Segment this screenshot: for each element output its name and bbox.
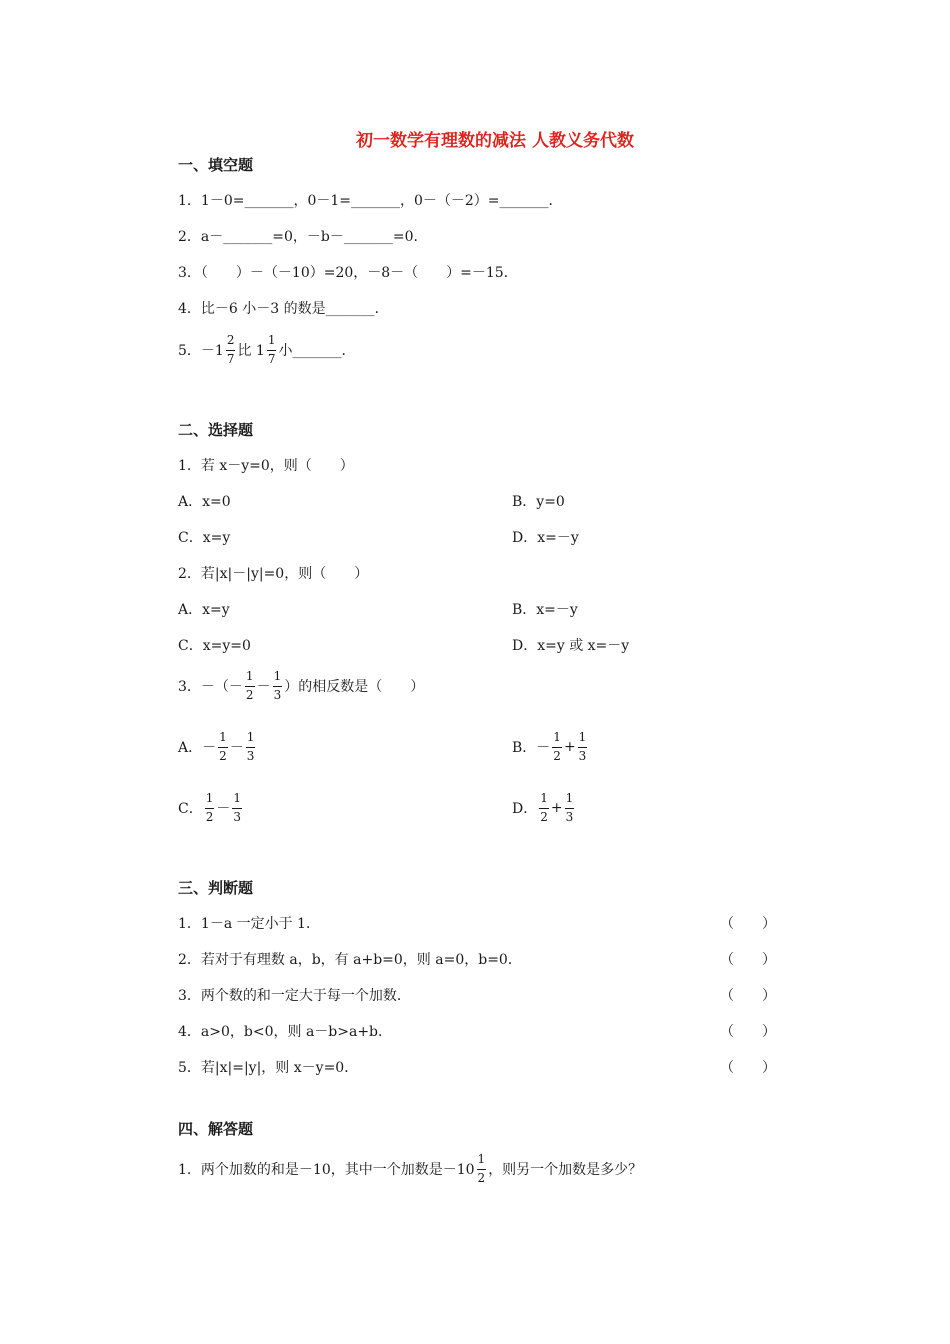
judge-answer-paren: （ ） (720, 988, 776, 1004)
fraction-numerator: 1 (273, 669, 282, 683)
fill-question-5 (178, 334, 355, 367)
fraction-denominator: 3 (565, 809, 574, 824)
fill-question-4: 4．比－6 小－3 的数是_______． (178, 301, 389, 317)
choice-q1-option-c: C．x=y (178, 530, 231, 546)
judge-answer-paren: （ ） (720, 916, 776, 932)
fraction-denominator: 3 (578, 748, 587, 763)
fraction (539, 792, 549, 825)
fill-q5-suffix: 小_______． (278, 343, 356, 360)
judge-question-5: 5．若|x|=|y|，则 x－y=0． (178, 1060, 359, 1076)
fill-question-2: 2．a－_______=0，－b－_______=0． (178, 229, 428, 245)
fraction (565, 792, 575, 825)
fraction (232, 792, 242, 825)
fraction-numerator: 1 (578, 730, 587, 744)
answer-q1-prefix: 1．两个加数的和是－10，其中一个加数是－10 (178, 1162, 475, 1179)
fraction-denominator: 3 (273, 687, 282, 702)
fraction (578, 731, 588, 764)
fraction-bar (218, 747, 228, 748)
choice-q3-option-b (512, 731, 589, 764)
fraction-denominator: 2 (553, 748, 561, 763)
fraction (477, 1153, 487, 1186)
fraction (246, 731, 256, 764)
choice-q2-option-a: A．x=y (178, 602, 230, 618)
option-label: C． (178, 801, 203, 818)
fraction-bar (226, 350, 236, 351)
judge-question-2: 2．若对于有理数 a，b，有 a+b=0，则 a=0，b=0． (178, 952, 522, 968)
fraction (267, 334, 277, 367)
choice-q2-option-b: B．x=－y (512, 602, 578, 618)
operator: + (563, 739, 576, 756)
choice-q2-option-c: C．x=y=0 (178, 638, 251, 654)
fraction (205, 792, 215, 825)
choice-question-2: 2．若|x|－|y|=0，则（ ） (178, 566, 369, 582)
fill-q5-prefix: 5．－1 (178, 343, 224, 360)
section-heading-fill: 一、填空题 (178, 156, 254, 174)
answer-question-1 (178, 1153, 642, 1186)
choice-q3-option-d (512, 792, 576, 825)
judge-answer-paren: （ ） (720, 1024, 776, 1040)
section-heading-answer: 四、解答题 (178, 1120, 254, 1138)
fraction (245, 670, 255, 703)
judge-answer-paren: （ ） (720, 1060, 776, 1076)
fraction-bar (477, 1169, 487, 1170)
fraction-bar (578, 747, 588, 748)
fill-question-3: 3．（ ）－（－10）=20，－8－（ ）=－15． (178, 265, 518, 281)
fraction-numerator: 1 (477, 1152, 486, 1166)
fraction-bar (273, 686, 283, 687)
fraction-bar (565, 808, 575, 809)
page-title: 初一数学有理数的减法 人教义务代数 (356, 131, 634, 151)
choice-q3-option-c (178, 792, 244, 825)
option-label: B．－ (512, 740, 551, 757)
fraction-numerator: 1 (233, 791, 241, 805)
fraction-denominator: 2 (245, 687, 254, 702)
fraction (226, 334, 236, 367)
option-label: A．－ (178, 740, 217, 757)
fraction-numerator: 1 (565, 791, 574, 805)
minus-sign: － (256, 679, 271, 696)
section-heading-judge: 三、判断题 (178, 879, 254, 897)
fraction (552, 731, 562, 764)
fraction-denominator: 7 (226, 351, 235, 366)
section-heading-choice: 二、选择题 (178, 421, 254, 439)
fraction-numerator: 1 (245, 669, 254, 683)
fraction (218, 731, 228, 764)
judge-answer-paren: （ ） (720, 952, 776, 968)
fraction-bar (539, 808, 549, 809)
fraction-bar (552, 747, 562, 748)
choice-q1-option-a: A．x=0 (178, 494, 231, 510)
fraction-bar (267, 350, 277, 351)
fraction-numerator: 1 (540, 791, 548, 805)
judge-question-4: 4．a>0，b<0，则 a－b>a+b． (178, 1024, 393, 1040)
choice-question-3 (178, 670, 424, 703)
choice-question-1: 1．若 x－y=0，则（ ） (178, 458, 354, 474)
fraction-numerator: 1 (205, 791, 214, 805)
fraction-bar (245, 686, 255, 687)
choice-q3-option-a (178, 731, 257, 764)
fraction-denominator: 2 (540, 809, 548, 824)
fraction-numerator: 1 (219, 730, 227, 744)
option-label: D． (512, 801, 538, 818)
choice-q3-prefix: 3．－（－ (178, 679, 243, 696)
choice-q2-option-d: D．x=y 或 x=－y (512, 638, 630, 654)
choice-q1-option-b: B．y=0 (512, 494, 565, 510)
fraction (273, 670, 283, 703)
choice-q1-option-d: D．x=－y (512, 530, 579, 546)
operator: － (229, 740, 244, 757)
fraction-denominator: 2 (219, 748, 227, 763)
fraction-numerator: 1 (267, 333, 276, 347)
fraction-denominator: 2 (477, 1170, 486, 1185)
fraction-numerator: 1 (246, 730, 255, 744)
answer-q1-suffix: ，则另一个加数是多少？ (488, 1162, 643, 1179)
fraction-bar (232, 808, 242, 809)
fill-q5-middle: 比 1 (237, 343, 265, 360)
fraction-denominator: 3 (246, 748, 255, 763)
choice-q3-suffix: ）的相反数是（ ） (284, 679, 425, 696)
fraction-denominator: 3 (233, 809, 241, 824)
fraction-bar (205, 808, 215, 809)
judge-question-3: 3．两个数的和一定大于每一个加数． (178, 988, 411, 1004)
fraction-denominator: 2 (205, 809, 214, 824)
operator: + (550, 800, 563, 817)
operator: － (216, 801, 231, 818)
fill-question-1: 1．1－0=_______，0－1=_______，0－（－2）=_______． (178, 193, 563, 209)
fraction-denominator: 7 (267, 351, 276, 366)
fraction-bar (246, 747, 256, 748)
judge-question-1: 1．1－a 一定小于 1． (178, 916, 320, 932)
fraction-numerator: 1 (553, 730, 561, 744)
fraction-numerator: 2 (226, 333, 235, 347)
